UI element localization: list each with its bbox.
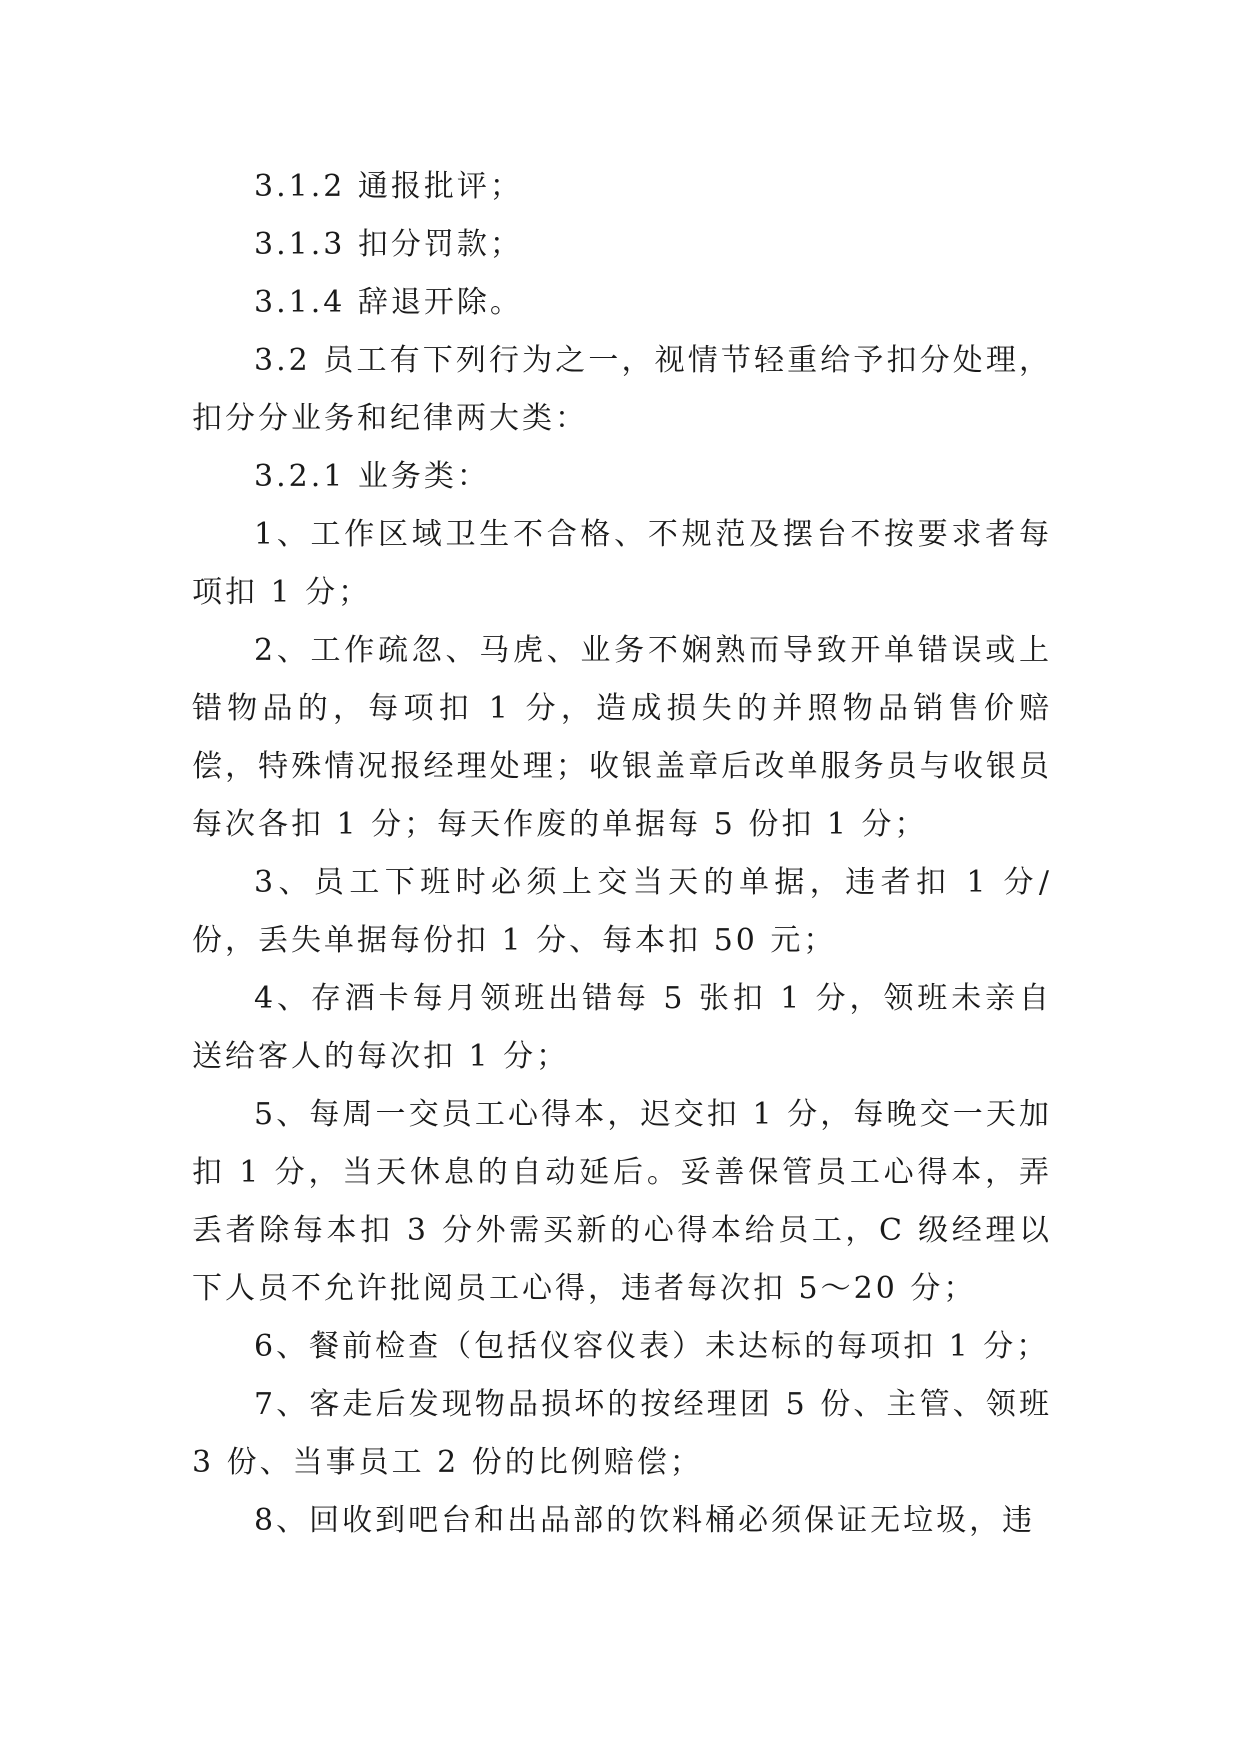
clause-3-2: 3.2 员工有下列行为之一，视情节轻重给予扣分处理，扣分分业务和纪律两大类： [192, 343, 1052, 436]
clause-3-2-1: 3.2.1 业务类： [254, 459, 490, 494]
rule-item-3: 3、员工下班时必须上交当天的单据，违者扣 1 分/份，丢失单据每份扣 1 分、每本扣 50 元； [192, 865, 1052, 958]
rule-item-4: 4、存酒卡每月领班出错每 5 张扣 1 分，领班未亲自送给客人的每次扣 1 分； [192, 981, 1052, 1074]
rule-item-2: 2、工作疏忽、马虎、业务不娴熟而导致开单错误或上错物品的，每项扣 1 分，造成损失的并照物品销售价赔偿，特殊情况报经理处理；收银盖章后改单服务员与收银员每次各扣 1 分；每天作废的单据每 5 份扣 1 分； [192, 633, 1052, 842]
rule-item-8: 8、回收到吧台和出品部的饮料桶必须保证无垃圾，违 [254, 1503, 1036, 1538]
rule-item-6: 6、餐前检查（包括仪容仪表）未达标的每项扣 1 分； [254, 1329, 1050, 1364]
rule-item-5: 5、每周一交员工心得本，迟交扣 1 分，每晚交一天加扣 1 分，当天休息的自动延后。妥善保管员工心得本，弄丢者除每本扣 3 分外需买新的心得本给员工，C 级经理以下人员不允许批阅员工心得，违者每次扣 5～20 分； [192, 1097, 1052, 1306]
rule-item-7: 7、客走后发现物品损坏的按经理团 5 份、主管、领班 3 份、当事员工 2 份的比例赔偿； [192, 1387, 1052, 1480]
rule-item-1: 1、工作区域卫生不合格、不规范及摆台不按要求者每项扣 1 分； [192, 517, 1052, 610]
document-body [192, 158, 1052, 1550]
clause-3-1-2: 3.1.2 通报批评； [254, 169, 523, 204]
clause-3-1-4: 3.1.4 辞退开除。 [254, 285, 523, 320]
clause-3-1-3: 3.1.3 扣分罚款； [254, 227, 523, 262]
